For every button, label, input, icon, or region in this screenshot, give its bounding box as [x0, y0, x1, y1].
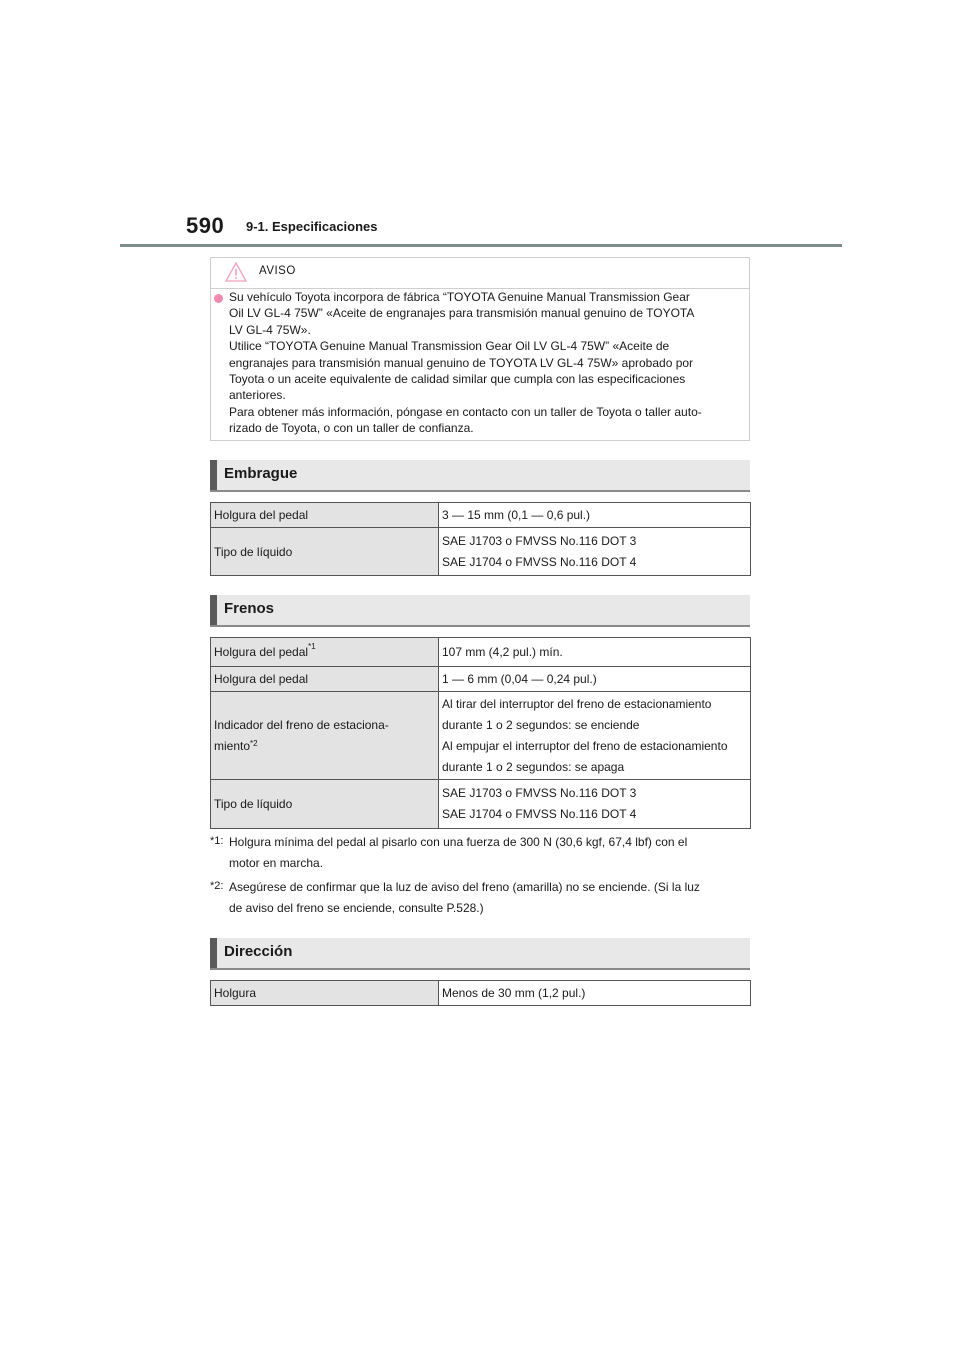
value-line: 3 — 15 mm (0,1 — 0,6 pul.)	[442, 507, 591, 522]
row-label: Holgura del pedal	[211, 503, 439, 528]
value-line: durante 1 o 2 segundos: se apaga	[442, 759, 625, 774]
footnote-line: motor en marcha.	[229, 856, 324, 870]
table-row	[211, 692, 751, 780]
row-value	[439, 667, 751, 692]
footnote-line: Asegúrese de confirmar que la luz de aviso del freno (amarilla) no se enciende. (Si la luz	[229, 880, 700, 894]
embrague-title: Embrague	[224, 465, 298, 482]
header-rule	[120, 244, 842, 247]
row-label: Holgura del pedal	[211, 667, 439, 692]
row-label: Holgura	[211, 981, 439, 1006]
row-label: Tipo de líquido	[211, 528, 439, 576]
row-label	[211, 692, 439, 780]
footnote	[210, 832, 750, 874]
label-line	[214, 736, 438, 757]
heading-bar	[210, 938, 217, 968]
label-text: miento	[214, 738, 251, 753]
label-line: Indicador del freno de estaciona-	[214, 717, 389, 732]
label-text: Holgura del pedal	[214, 645, 309, 659]
value-line: 1 — 6 mm (0,04 — 0,24 pul.)	[442, 671, 597, 686]
warning-header	[211, 258, 749, 289]
page-number: 590	[186, 213, 225, 238]
direccion-table	[210, 980, 751, 1006]
heading-bar	[210, 460, 217, 490]
table-row	[211, 503, 751, 528]
table-row	[211, 528, 751, 576]
row-value	[439, 638, 751, 667]
warning-text	[229, 289, 745, 437]
warning-box	[210, 257, 750, 441]
row-value	[439, 528, 751, 576]
row-label: Tipo de líquido	[211, 780, 439, 829]
warning-line: Utilice “TOYOTA Genuine Manual Transmission Gear Oil LV GL-4 75W” «Aceite de	[229, 339, 670, 354]
row-value	[439, 981, 751, 1006]
footnote-line: de aviso del freno se enciende, consulte P.528.)	[229, 901, 484, 915]
warning-line: LV GL-4 75W».	[229, 322, 311, 337]
footnote	[210, 877, 750, 919]
row-value	[439, 503, 751, 528]
embrague-heading	[210, 460, 750, 492]
footnote-line: Holgura mínima del pedal al pisarlo con una fuerza de 300 N (30,6 kgf, 67,4 lbf) con el	[229, 835, 688, 849]
table-row	[211, 667, 751, 692]
footnote-ref: *1	[308, 642, 316, 651]
warning-line: Oil LV GL-4 75W” «Aceite de engranajes para transmisión manual genuino de TOYOTA	[229, 306, 695, 321]
value-line: SAE J1704 o FMVSS No.116 DOT 4	[442, 807, 637, 821]
value-line: 107 mm (4,2 pul.) mín.	[442, 644, 563, 659]
value-line: Menos de 30 mm (1,2 pul.)	[442, 985, 586, 1000]
footnote-mark: *1:	[210, 835, 224, 847]
footnote-mark: *2:	[210, 880, 224, 892]
warning-line: Su vehículo Toyota incorpora de fábrica “TOYOTA Genuine Manual Transmission Gear	[229, 290, 690, 304]
direccion-heading	[210, 938, 750, 970]
frenos-table	[210, 637, 751, 829]
frenos-title: Frenos	[224, 600, 275, 617]
row-value	[439, 692, 751, 780]
row-label	[211, 638, 439, 667]
value-line: SAE J1703 o FMVSS No.116 DOT 3	[442, 786, 637, 800]
table-row	[211, 638, 751, 667]
footnote-ref: *2	[250, 738, 258, 748]
warning-line: Para obtener más información, póngase en contacto con un taller de Toyota o taller auto-	[229, 404, 702, 419]
value-line: SAE J1704 o FMVSS No.116 DOT 4	[442, 554, 637, 569]
value-line: Al empujar el interruptor del freno de estacionamiento	[442, 738, 728, 753]
value-line: SAE J1703 o FMVSS No.116 DOT 3	[442, 533, 637, 548]
bullet-icon	[214, 294, 223, 303]
warning-line: anteriores.	[229, 388, 286, 403]
embrague-table	[210, 502, 751, 576]
table-row	[211, 981, 751, 1006]
value-line: durante 1 o 2 segundos: se enciende	[442, 717, 640, 732]
frenos-heading	[210, 595, 750, 627]
warning-line: engranajes para transmisión manual genuino de TOYOTA LV GL-4 75W» aprobado por	[229, 355, 694, 370]
value-line: Al tirar del interruptor del freno de estacionamiento	[442, 696, 712, 711]
direccion-title: Dirección	[224, 943, 293, 960]
warning-title: AVISO	[259, 265, 296, 277]
section-title: 9-1. Especificaciones	[246, 219, 378, 234]
warning-triangle-icon	[225, 262, 247, 282]
row-value	[439, 780, 751, 829]
footnotes	[210, 832, 750, 922]
warning-line: Toyota o un aceite equivalente de calidad similar que cumpla con las especificaciones	[229, 372, 686, 387]
warning-line: rizado de Toyota, o con un taller de confianza.	[229, 421, 474, 436]
heading-bar	[210, 595, 217, 625]
table-row	[211, 780, 751, 829]
